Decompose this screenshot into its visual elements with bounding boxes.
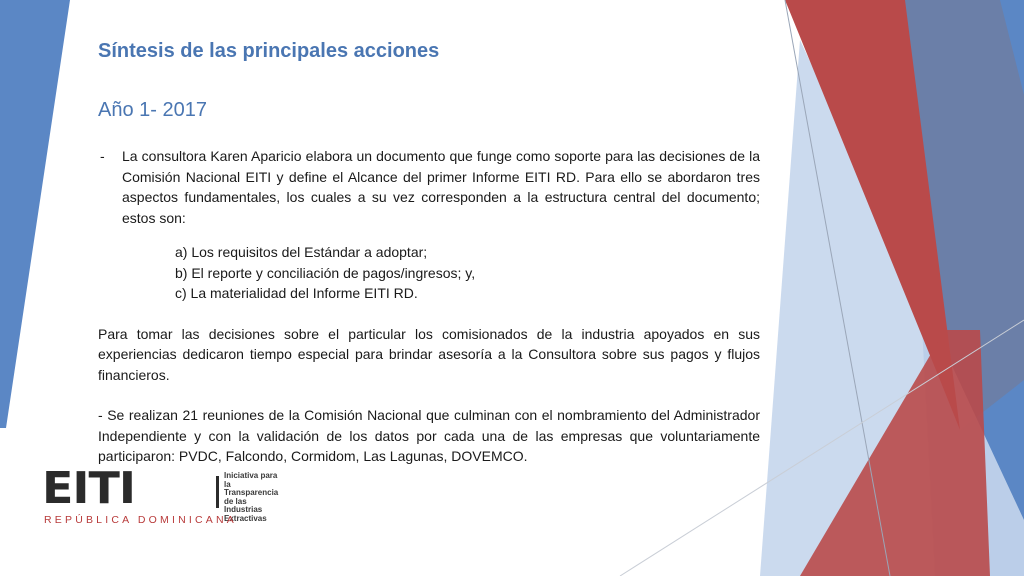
logo-tagline-line: la Transparencia (224, 479, 279, 497)
slide-body (98, 146, 760, 467)
sub-item: a) Los requisitos del Estándar a adoptar; (175, 244, 428, 260)
sub-item: b) El reporte y conciliación de pagos/ingresos; y, (175, 264, 476, 281)
left-blue-strip (0, 0, 70, 428)
slide-subtitle: Año 1- 2017 (98, 99, 207, 121)
logo-country: REPÚBLICA DOMINICANA (44, 514, 237, 526)
eiti-logo (38, 462, 279, 528)
sub-item: c) La materialidad del Informe EITI RD. (175, 285, 418, 301)
bullet-text: La consultora Karen Aparicio elabora un documento que funge como soporte para las decisiones de la Comisión Nacional EITI y define el Alcance del primer Informe EITI RD. Para ello se abordaron tres aspectos fundamentales, los cuales a su vez corresponden a la estructura central del documento; estos son: (122, 148, 760, 226)
bullet-dash: - (100, 148, 105, 164)
sub-item-list (98, 242, 760, 304)
logo-tagline-line: Extractivas (224, 513, 267, 523)
paragraph-commissioners: Para tomar las decisiones sobre el particular los comisionados de la industria apoyados en sus experiencias dedicaron tiempo especial para brindar asesoría a la Consultora sobre sus pagos y flujos financieros. (98, 325, 760, 383)
paragraph-meetings: - Se realizan 21 reuniones de la Comisión Nacional que culminan con el nombramiento del Administrador Independiente y con la validación de los datos por cada una de las empresas que voluntariamente participaron: PVDC, Falcondo, Cormidom, Las Lagunas, DOVEMCO. (98, 407, 760, 464)
slide-title: Síntesis de las principales acciones (98, 40, 440, 62)
logo-tagline-line: de las Industrias (224, 496, 263, 514)
logo-tagline-line: Iniciativa para (224, 471, 278, 480)
logo-divider (216, 476, 219, 508)
logo-letters: EITI (42, 462, 136, 514)
bullet-item (98, 146, 760, 228)
